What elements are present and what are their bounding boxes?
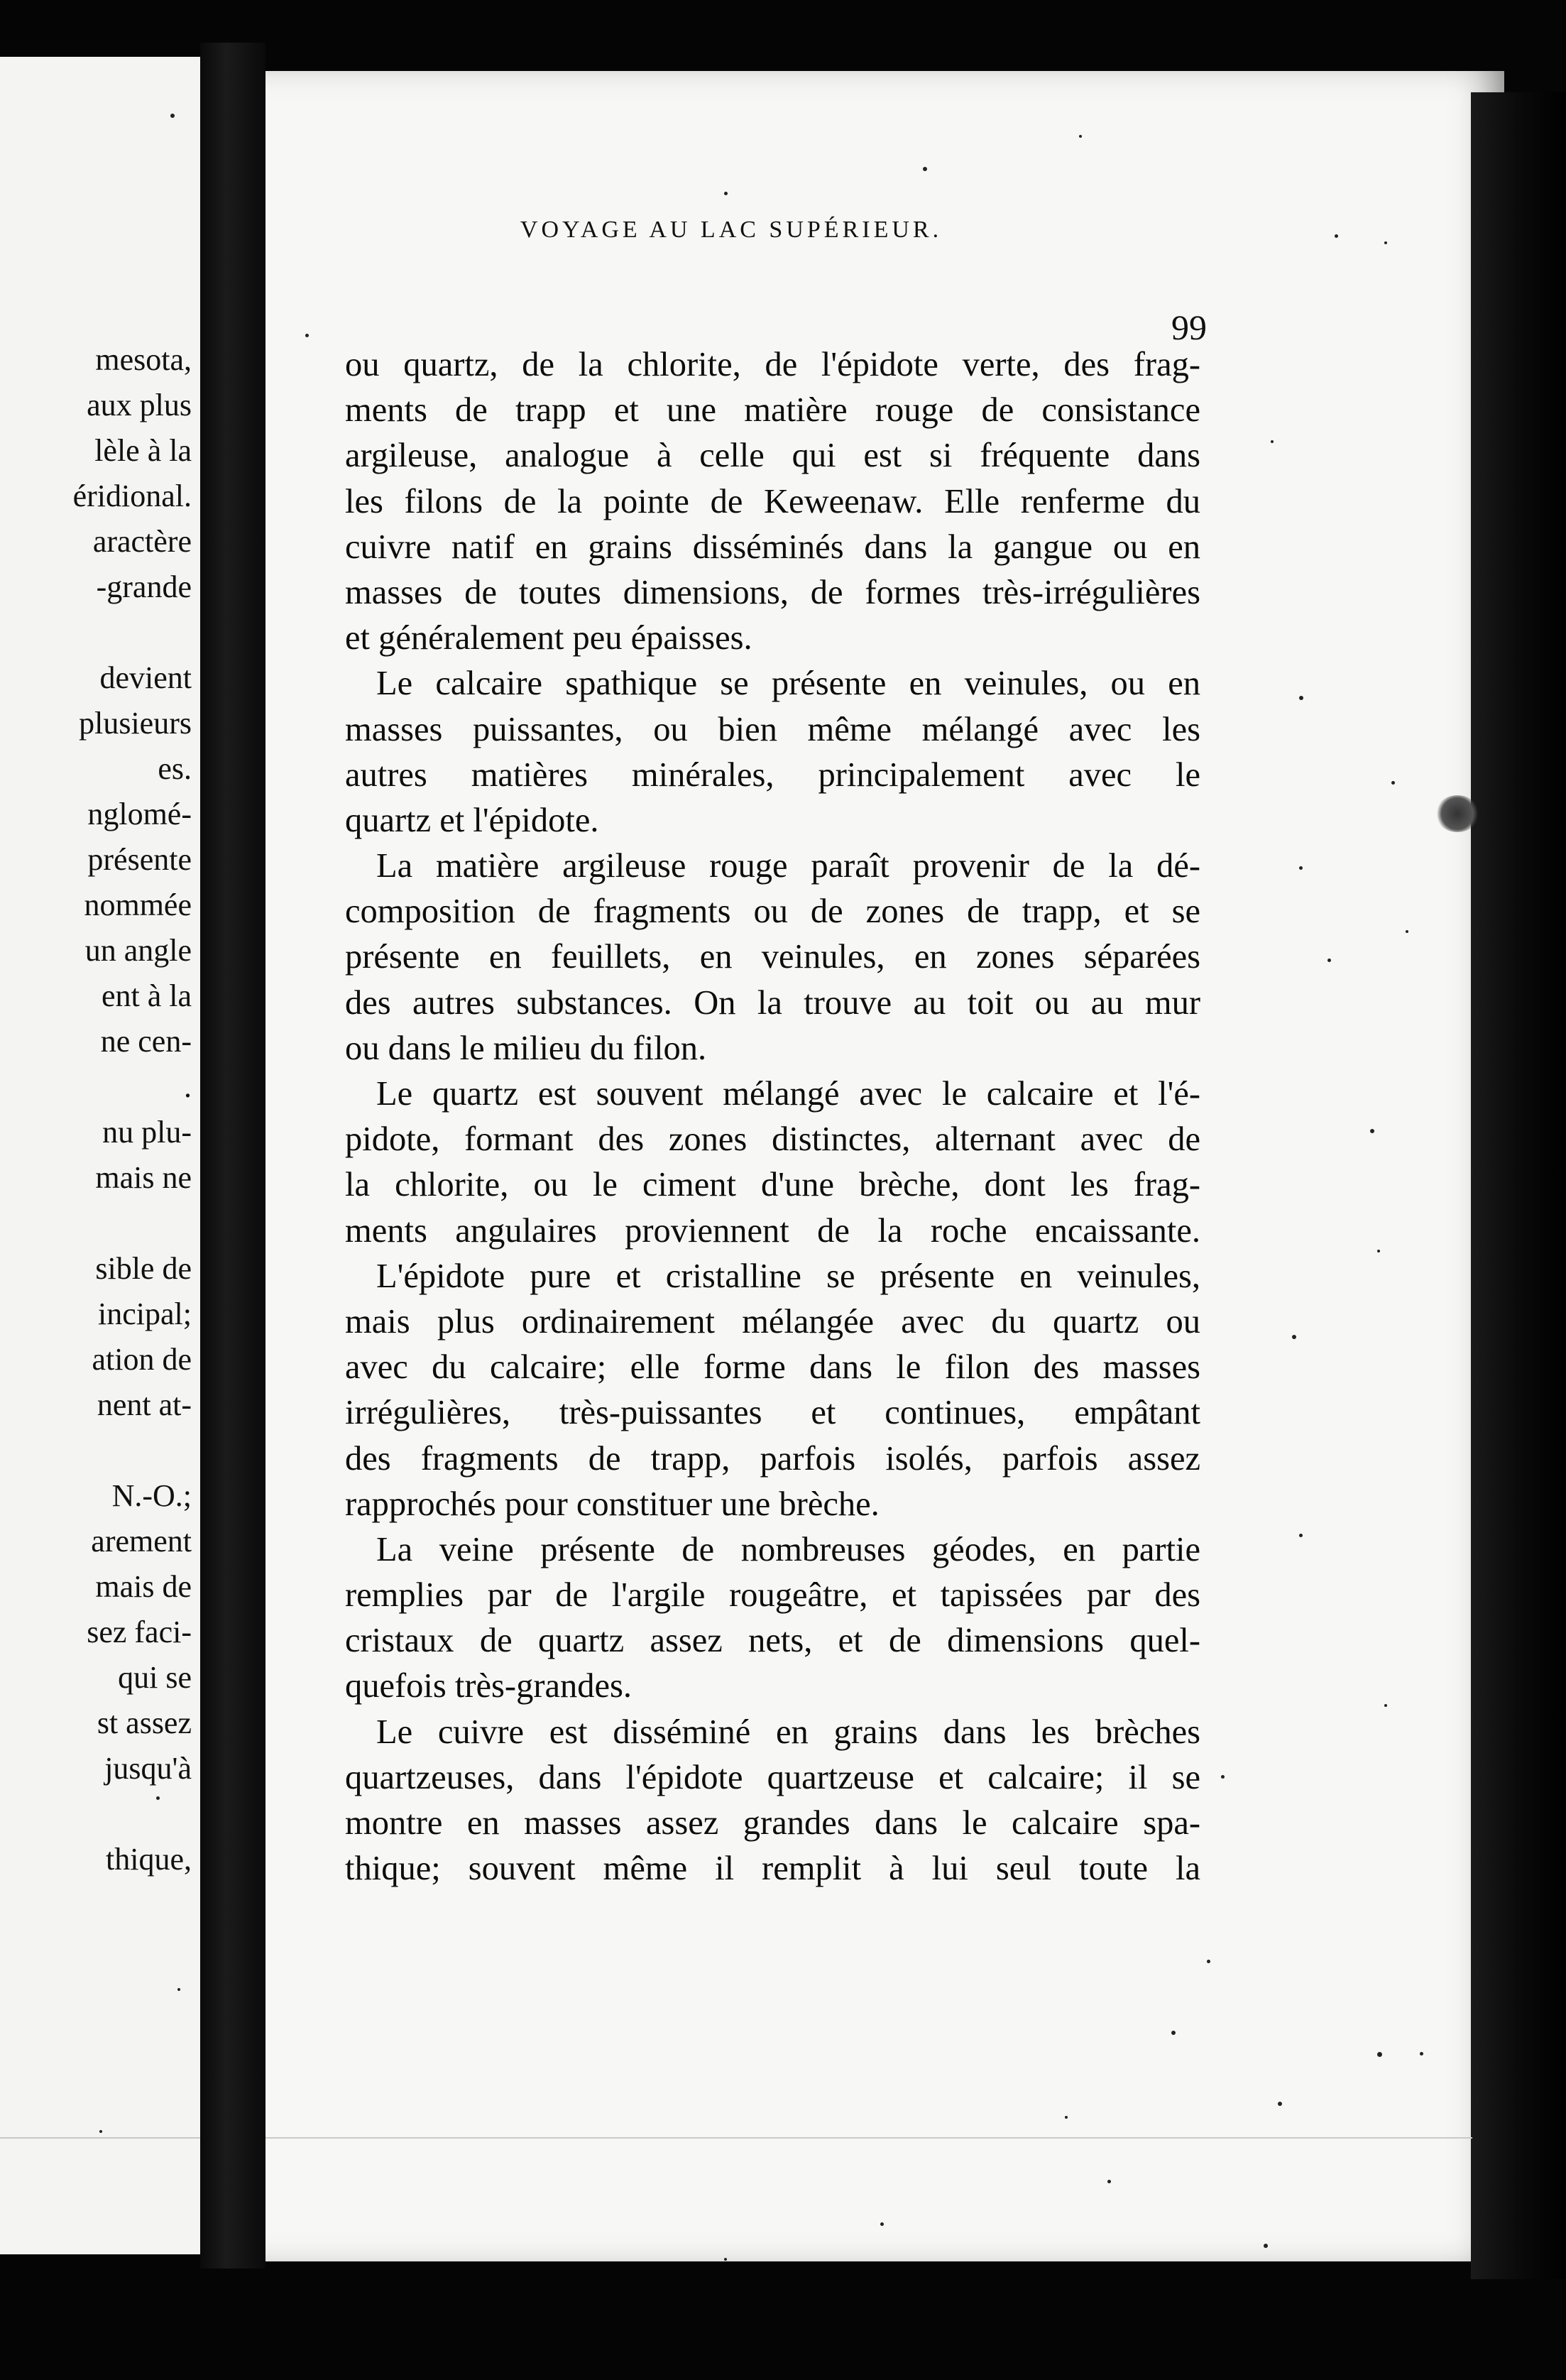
left-page-line: nent at- [97, 1387, 192, 1422]
left-page-line: qui se [118, 1660, 192, 1695]
left-page-line: un angle [84, 933, 192, 968]
left-facing-page [0, 57, 200, 2254]
dust-speck [1299, 866, 1303, 870]
dust-speck [1384, 1704, 1387, 1707]
left-page-line: nommée [84, 888, 192, 922]
dust-speck [1065, 2116, 1068, 2119]
left-page-line: thique, [106, 1842, 192, 1877]
left-page-line: sible de [95, 1251, 192, 1286]
left-page-line: devient [99, 660, 192, 695]
dust-speck [1278, 2102, 1282, 2106]
text-line: irrégulières, très-puissantes et continues, empâtant [345, 1394, 1200, 1432]
dust-speck [1377, 1250, 1380, 1252]
dust-speck [1370, 1129, 1374, 1133]
left-page-line: -grande [96, 569, 192, 604]
dust-speck [1420, 2052, 1423, 2056]
left-page-line: N.-O.; [111, 1478, 192, 1513]
dust-speck [1264, 2244, 1268, 2248]
dust-speck [1271, 440, 1274, 443]
dust-speck [724, 192, 728, 195]
left-page-line: ation de [92, 1342, 192, 1377]
left-page-line: mais de [95, 1569, 192, 1604]
dust-speck [177, 1988, 180, 1991]
scan-line [265, 2137, 1472, 2139]
left-page-line: ne cen- [100, 1024, 192, 1059]
running-head: VOYAGE AU LAC SUPÉRIEUR. [520, 217, 943, 243]
text-line: ments angulaires proviennent de la roche encaissante. [345, 1211, 1200, 1250]
text-line: quefois très-grandes. [345, 1667, 633, 1705]
text-line: thique; souvent même il remplit à lui seul toute la [345, 1850, 1200, 1888]
text-line: quartzeuses, dans l'épidote quartzeuse et calcaire; il se [345, 1758, 1200, 1796]
dust-speck [1171, 2031, 1176, 2035]
left-page-line: st assez [97, 1705, 192, 1740]
left-page-line: nu plu- [102, 1115, 192, 1150]
left-page-line: jusqu'à [104, 1751, 192, 1786]
text-line: La matière argileuse rouge paraît provenir de la dé- [376, 847, 1200, 885]
text-line: des autres substances. On la trouve au toit ou au mur [345, 983, 1200, 1022]
dust-speck [1299, 696, 1303, 700]
left-page-line: éridional. [72, 479, 192, 513]
left-page-line: arement [91, 1524, 192, 1559]
text-line: mais plus ordinairement mélangée avec du quartz ou [345, 1302, 1200, 1341]
dust-speck [170, 114, 175, 118]
text-line: des fragments de trapp, parfois isolés, parfois assez [345, 1439, 1200, 1478]
dust-speck [99, 2130, 102, 2133]
left-page-line: incipal; [98, 1297, 192, 1331]
text-line: présente en feuillets, en veinules, en zones séparées [345, 938, 1200, 976]
text-line: montre en masses assez grandes dans le calcaire spa- [345, 1804, 1200, 1842]
dust-speck [880, 2222, 884, 2226]
text-line: la chlorite, ou le ciment d'une brèche, dont les frag- [345, 1166, 1200, 1204]
ink-blot [1435, 795, 1479, 832]
dust-speck [724, 2258, 727, 2261]
text-line: ments de trapp et une matière rouge de consistance [345, 391, 1200, 430]
text-line: composition de fragments ou de zones de trapp, et se [345, 892, 1200, 931]
left-page-line: mais ne [95, 1160, 192, 1195]
dust-speck [1079, 135, 1082, 138]
text-line: L'épidote pure et cristalline se présente en veinules, [376, 1257, 1200, 1295]
text-line: les filons de la pointe de Keweenaw. Elle renferme du [345, 482, 1200, 520]
text-line: et généralement peu épaisses. [345, 619, 752, 657]
left-page-line: nglomé- [87, 797, 192, 831]
dust-speck [1384, 241, 1387, 244]
dust-speck [1327, 959, 1331, 962]
scan-line [0, 2137, 200, 2139]
page-edge-shadow [1471, 92, 1566, 2279]
dust-speck [305, 334, 309, 337]
left-page-line: sez faci- [87, 1615, 192, 1649]
left-page-line: plusieurs [79, 706, 192, 741]
text-line: masses puissantes, ou bien même mélangé avec les [345, 710, 1200, 748]
page-number: 99 [1171, 307, 1207, 347]
dust-speck [1292, 1335, 1296, 1339]
dust-speck [1406, 930, 1408, 933]
dust-speck [1221, 1775, 1225, 1779]
text-line: La veine présente de nombreuses géodes, en partie [376, 1530, 1200, 1568]
text-line: quartz et l'épidote. [345, 801, 599, 839]
text-line: ou dans le milieu du filon. [345, 1029, 707, 1067]
dust-speck [923, 167, 927, 171]
text-line: cuivre natif en grains disséminés dans la gangue ou en [345, 528, 1200, 566]
dust-speck [1335, 234, 1338, 238]
text-line: autres matières minérales, principalement avec le [345, 755, 1200, 794]
text-line: masses de toutes dimensions, de formes très-irrégulières [345, 573, 1200, 611]
text-line: avec du calcaire; elle forme dans le filon des masses [345, 1348, 1200, 1387]
left-page-line: lèle à la [94, 433, 192, 468]
left-page-line: es. [158, 751, 192, 786]
left-page-line: . [184, 1069, 192, 1104]
dust-speck [1391, 781, 1395, 785]
book-gutter [200, 43, 265, 2269]
left-page-line: ent à la [101, 978, 192, 1013]
text-line: pidote, formant des zones distinctes, alternant avec de [345, 1120, 1200, 1159]
text-line: rapprochés pour constituer une brèche. [345, 1485, 880, 1523]
left-page-line: mesota, [95, 342, 192, 377]
dust-speck [156, 1796, 160, 1800]
text-line: argileuse, analogue à celle qui est si fréquente dans [345, 437, 1200, 475]
text-line: Le quartz est souvent mélangé avec le calcaire et l'é- [376, 1075, 1200, 1113]
left-page-line: aux plus [87, 388, 192, 422]
dust-speck [1377, 2052, 1382, 2057]
text-line: remplies par de l'argile rougeâtre, et tapissées par des [345, 1576, 1200, 1615]
text-line: Le calcaire spathique se présente en veinules, ou en [376, 665, 1200, 703]
text-line: cristaux de quartz assez nets, et de dimensions quel- [345, 1622, 1200, 1660]
dust-speck [1207, 1960, 1210, 1963]
body-text [345, 342, 1200, 1892]
left-page-line: aractère [92, 524, 192, 559]
left-page-line: présente [87, 842, 192, 877]
text-line: Le cuivre est disséminé en grains dans les brèches [376, 1713, 1200, 1751]
dust-speck [1299, 1534, 1303, 1537]
text-line: ou quartz, de la chlorite, de l'épidote verte, des frag- [345, 346, 1200, 383]
dust-speck [1107, 2180, 1111, 2183]
